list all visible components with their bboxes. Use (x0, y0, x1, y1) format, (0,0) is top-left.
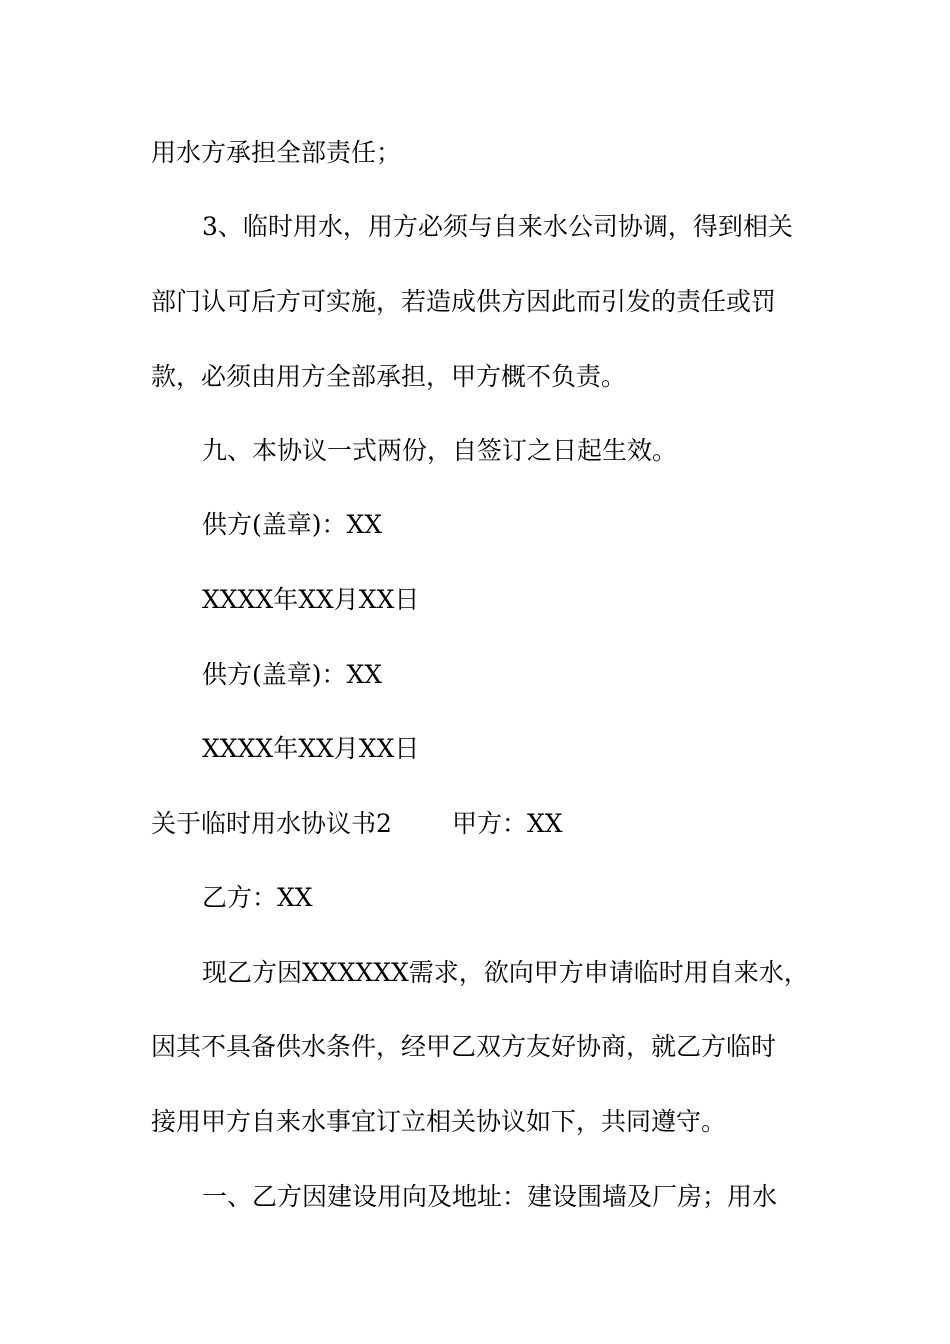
text-line: 九、本协议一式两份，自签订之日起生效。 (202, 436, 678, 465)
text-line: 部门认可后方可实施，若造成供方因此而引发的责任或罚 (151, 287, 777, 316)
party-b-line: 乙方：XX (202, 883, 313, 912)
text-line: 一、乙方因建设用向及地址：建设围墙及厂房；用水 (202, 1182, 778, 1211)
signature-line: 供方(盖章)：XX (202, 660, 383, 689)
date-line: XXXX年XX月XX日 (202, 734, 420, 763)
text-line: 款，必须由用方全部承担，甲方概不负责。 (151, 362, 627, 391)
text-line: 接用甲方自来水事宜订立相关协议如下，共同遵守。 (151, 1107, 727, 1136)
party-a-line: 甲方：XX (452, 809, 563, 838)
signature-line: 供方(盖章)：XX (202, 510, 383, 539)
text-line: 现乙方因XXXXXX需求，欲向甲方申请临时用自来水， (202, 958, 809, 987)
text-line: 用水方承担全部责任； (151, 138, 402, 167)
date-line: XXXX年XX月XX日 (202, 585, 420, 614)
text-line: 因其不具备供水条件，经甲乙双方友好协商，就乙方临时 (151, 1032, 777, 1061)
text-line: 3、临时用水，用方必须与自来水公司协调，得到相关 (202, 212, 793, 241)
document-heading: 关于临时用水协议书2 (151, 809, 392, 838)
